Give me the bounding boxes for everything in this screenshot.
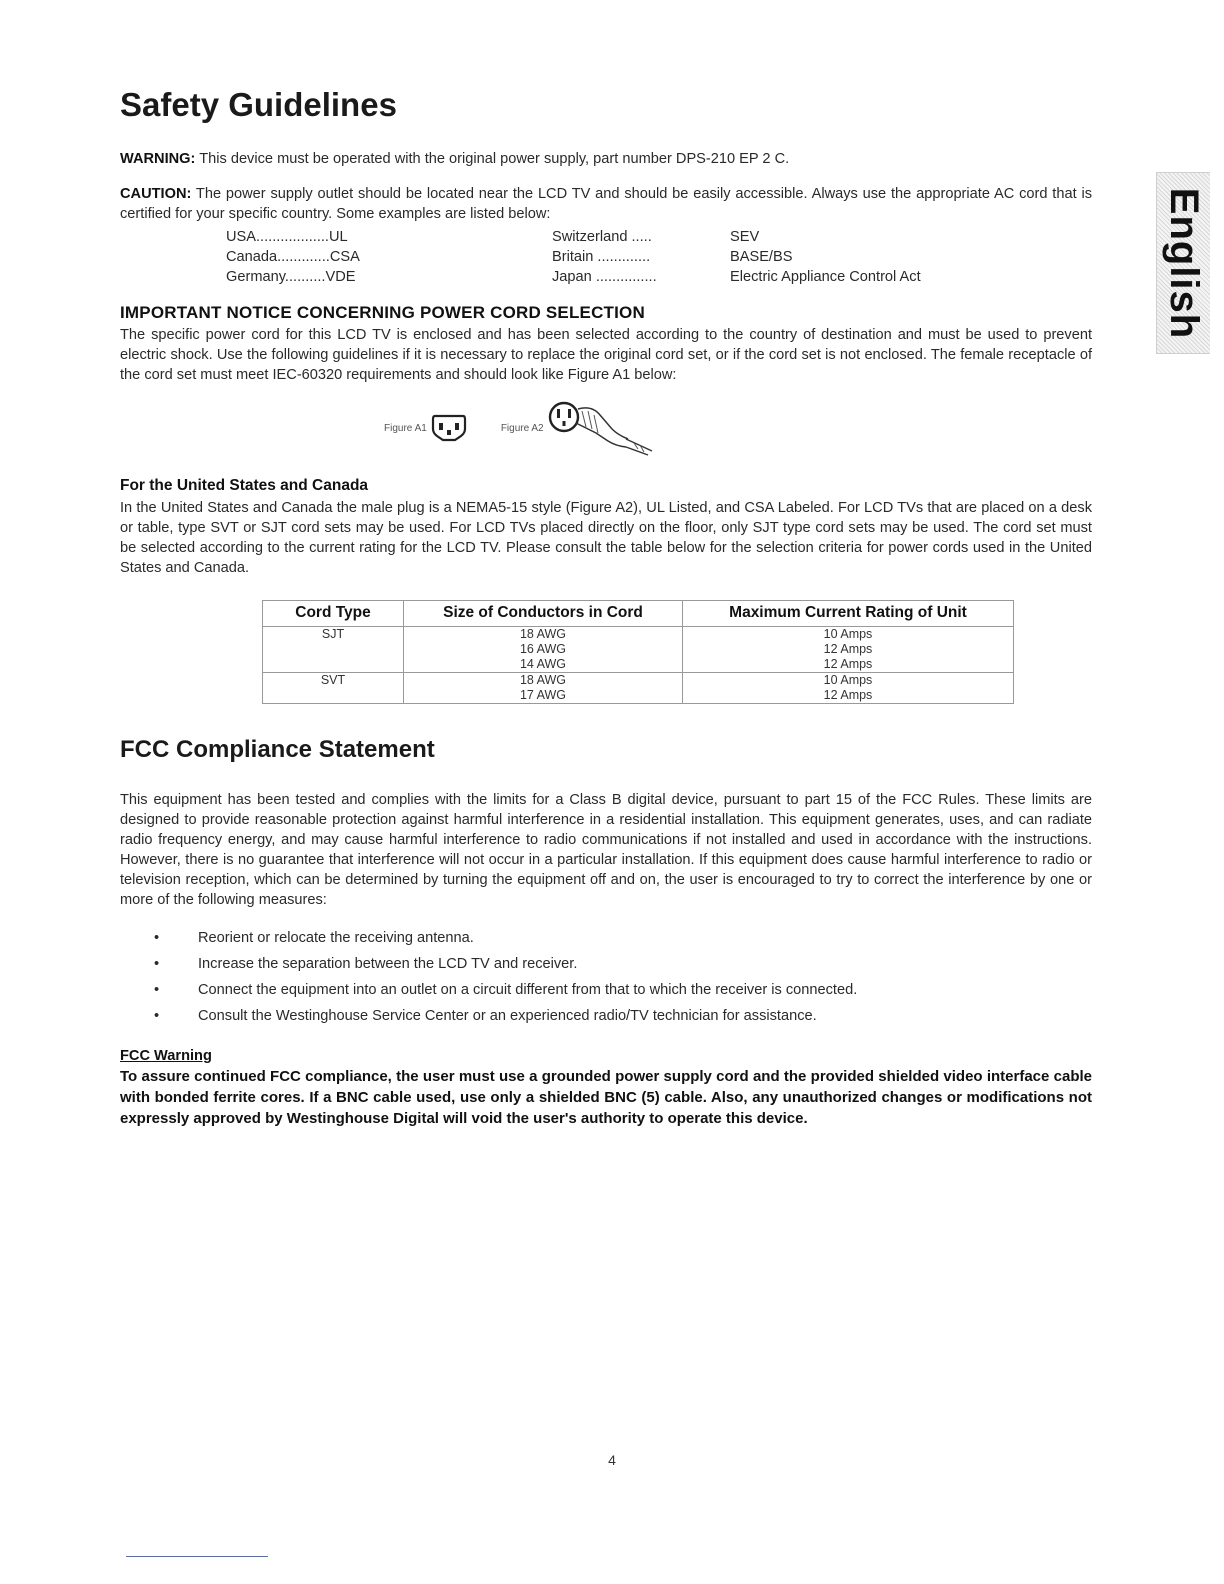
language-tab: [1156, 172, 1210, 354]
cord-example-row: [226, 267, 1092, 287]
table-header-row: [263, 601, 1014, 627]
list-item: [120, 980, 1058, 1000]
measure-text: Reorient or relocate the receiving antenna.: [198, 930, 474, 946]
fcc-body: This equipment has been tested and complies with the limits for a Class B digital device, pursuant to part 15 of the FCC Rules. These limits are designed to provide reasonable protection against harmful interference in a residential installation. This equipment generates, uses, and can radiate radio frequency energy, and may cause harmful interference to radio communications if not installed and used in accordance with the instructions. However, there is no guarantee that interference will not occur in a particular installation. If this equipment does cause harmful interference to radio or television reception, which can be determined by turning the equipment off and on, the user is encouraged to try to correct the interference by one or more of the following measures:: [120, 792, 1092, 908]
header-conductor-size: Size of Conductors in Cord: [404, 601, 683, 627]
cord-example-left: Canada.............CSA: [226, 249, 360, 265]
cell-cord-type: [263, 657, 404, 673]
cord-selection-table: [262, 600, 1014, 704]
cord-example-standard: Electric Appliance Control Act: [730, 269, 921, 285]
language-tab-label: English: [1162, 187, 1207, 339]
measure-text: Connect the equipment into an outlet on a circuit different from that to which the receiver is connected.: [198, 982, 858, 998]
list-item: [120, 1006, 1058, 1026]
fcc-title: FCC Compliance Statement: [120, 736, 435, 763]
cell-conductor-size: 18 AWG: [404, 673, 683, 689]
cord-example-left: USA..................UL: [226, 229, 348, 245]
bullet-icon: •: [154, 1008, 160, 1024]
footnote-divider: [126, 1556, 268, 1557]
us-canada-heading: For the United States and Canada: [120, 477, 369, 494]
cord-example-standard: BASE/BS: [730, 249, 793, 265]
cell-conductor-size: 17 AWG: [404, 688, 683, 704]
cell-cord-type: [263, 642, 404, 657]
cord-example-country: Switzerland .....: [552, 229, 652, 245]
notice-body: The specific power cord for this LCD TV is enclosed and has been selected according to the country of destination and must be used to prevent electric shock. Use the following guidelines if it is necessary to replace the original cord set, or if the cord set is not enclosed. The female receptacle of the cord set must meet IEC-60320 requirements and should look like Figure A1 below:: [120, 327, 1092, 383]
list-item: [120, 928, 1058, 948]
page-number: 4: [608, 1452, 616, 1468]
safety-title: Safety Guidelines: [120, 86, 397, 123]
page-content: [120, 88, 1092, 1129]
warning-label: WARNING:: [120, 151, 196, 167]
bullet-icon: •: [154, 930, 160, 946]
cord-example-left: Germany..........VDE: [226, 269, 356, 285]
cell-cord-type: [263, 688, 404, 704]
cell-cord-type: SVT: [263, 673, 404, 689]
fcc-warning-body: To assure continued FCC compliance, the user must use a grounded power supply cord and the provided shielded video interface cable with bonded ferrite cores. If a BNC cable used, use only a shielded BNC (5) cable. Also, any unauthorized changes or modifications not expressly approved by Westinghouse Digital will void the user's authority to operate this device.: [120, 1068, 1092, 1127]
measure-text: Increase the separation between the LCD TV and receiver.: [198, 956, 578, 972]
figure-a2: [501, 399, 658, 457]
warning-paragraph: [120, 149, 1092, 169]
cell-current-rating: 12 Amps: [683, 688, 1014, 704]
fcc-warning-title: FCC Warning: [120, 1048, 212, 1064]
cell-conductor-size: 14 AWG: [404, 657, 683, 673]
cell-conductor-size: 16 AWG: [404, 642, 683, 657]
fcc-measures-list: [120, 928, 1092, 1026]
caution-label: CAUTION:: [120, 186, 192, 202]
figure-a2-label: Figure A2: [500, 422, 544, 434]
cell-current-rating: 10 Amps: [683, 627, 1014, 643]
measure-text: Consult the Westinghouse Service Center or an experienced radio/TV technician for assistance.: [198, 1008, 817, 1024]
bullet-icon: •: [154, 956, 160, 972]
warning-text: This device must be operated with the original power supply, part number DPS-210 EP 2 C.: [199, 151, 790, 167]
header-cord-type: Cord Type: [263, 601, 404, 627]
table-row: [263, 657, 1014, 673]
cord-example-country: Japan ...............: [552, 269, 657, 285]
list-item: [120, 954, 1058, 974]
cord-example-standard: SEV: [730, 229, 760, 245]
figure-a1: [384, 413, 467, 443]
notice-heading: IMPORTANT NOTICE CONCERNING POWER CORD SELECTION: [120, 303, 645, 322]
header-current-rating: Maximum Current Rating of Unit: [683, 601, 1014, 627]
caution-text: The power supply outlet should be located near the LCD TV and should be easily accessible. Always use the appropriate AC cord that is certified for your specific country. Some examples are listed below:: [120, 186, 1092, 222]
cord-example-country: Britain .............: [552, 249, 651, 265]
bullet-icon: •: [154, 982, 160, 998]
table-row: [263, 673, 1014, 689]
figure-a1-label: Figure A1: [384, 422, 427, 434]
caution-paragraph: [120, 184, 1092, 224]
cell-current-rating: 10 Amps: [683, 673, 1014, 689]
table-row: [263, 688, 1014, 704]
cell-conductor-size: 18 AWG: [404, 627, 683, 643]
cell-current-rating: 12 Amps: [683, 642, 1014, 657]
us-canada-body: In the United States and Canada the male plug is a NEMA5-15 style (Figure A2), UL Listed, and CSA Labeled. For LCD TVs that are placed on a desk or table, type SVT or SJT cord sets may be used. For LCD TVs placed directly on the floor, only SJT type cord sets may be used. The cord set must be selected according to the current rating for the LCD TV. Please consult the table below for the selection criteria for power cords used in the United States and Canada.: [120, 500, 1092, 576]
table-row: [263, 642, 1014, 657]
cell-current-rating: 12 Amps: [683, 657, 1014, 673]
nema-plug-icon: [548, 399, 658, 457]
cord-example-row: [226, 247, 1092, 267]
cell-cord-type: SJT: [263, 627, 404, 643]
table-row: [263, 627, 1014, 643]
cord-examples-list: [226, 227, 1092, 287]
plug-figures: [384, 399, 1092, 457]
female-receptacle-icon: [431, 413, 467, 443]
cord-example-row: [226, 227, 1092, 247]
